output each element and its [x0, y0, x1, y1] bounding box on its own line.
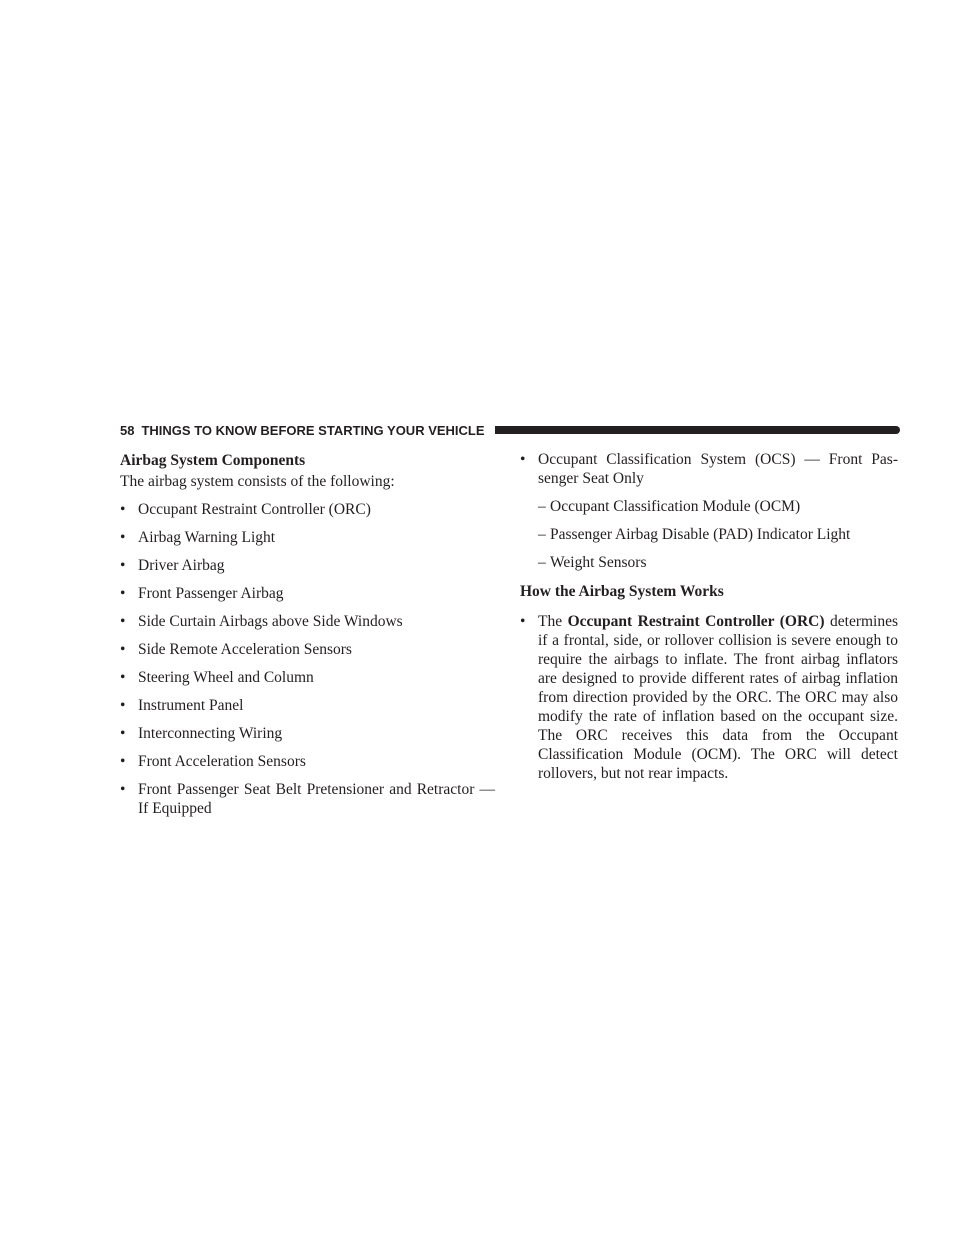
section-title: THINGS TO KNOW BEFORE STARTING YOUR VEHICLE [141, 422, 485, 438]
bullet-icon: • [120, 585, 126, 602]
bullet-icon: • [120, 529, 126, 546]
components-intro: The airbag system consists of the following: [120, 473, 395, 490]
list-item-works: • The Occupant Restraint Controller (ORC) determines if a frontal, side, or rollover collision is severe enough to require the airbags to inflate. The front airbag inflators are designed to provide different rates of airbag inflation from direction provided by the ORC. The ORC may also modify the rate of inflation based on the occupant size. The ORC receives this data from the Occupant Classification Module (OCM). The ORC will detect rollovers, but not rear impacts. [520, 613, 899, 782]
bullet-icon: • [120, 725, 126, 742]
page-header [120, 420, 900, 440]
right-column [520, 450, 898, 792]
list-item: • Side Remote Acceleration Sensors [120, 641, 352, 658]
bullet-icon: • [120, 557, 126, 574]
list-item: • Airbag Warning Light [120, 529, 276, 546]
list-item: • Front Acceleration Sensors [120, 753, 306, 770]
dash-icon: – [538, 526, 546, 543]
list-item: • Instrument Panel [120, 697, 244, 714]
sub-list-item: – Weight Sensors [538, 554, 647, 571]
bullet-icon: • [520, 613, 526, 630]
sub-list-item: – Occupant Classification Module (OCM) [538, 498, 801, 515]
list-item: • Front Passenger Seat Belt Pretensioner and Retractor — If Equipped [120, 781, 495, 817]
bullet-icon: • [520, 451, 526, 468]
list-item: • Side Curtain Airbags above Side Windows [120, 613, 403, 630]
page-number: 58 [120, 422, 135, 438]
bullet-icon: • [120, 669, 126, 686]
dash-icon: – [538, 498, 546, 515]
airbag-components-heading: Airbag System Components [120, 452, 306, 469]
sub-list-item: – Passenger Airbag Disable (PAD) Indicator Light [538, 526, 851, 543]
list-item-ocs: • Occupant Classification System (OCS) — Front Pas-senger Seat Only [520, 451, 898, 487]
bullet-icon: • [120, 781, 126, 798]
bullet-icon: • [120, 501, 126, 518]
header-rule [495, 426, 900, 434]
list-item: • Steering Wheel and Column [120, 669, 314, 686]
bullet-icon: • [120, 753, 126, 770]
list-item: • Interconnecting Wiring [120, 725, 283, 742]
bullet-icon: • [120, 697, 126, 714]
orc-bold-term: Occupant Restraint Controller (ORC) [567, 613, 825, 630]
dash-icon: – [538, 554, 546, 571]
list-item: • Driver Airbag [120, 557, 225, 574]
left-column [120, 450, 495, 827]
bullet-icon: • [120, 613, 126, 630]
how-airbag-works-heading: How the Airbag System Works [520, 583, 724, 600]
bullet-icon: • [120, 641, 126, 658]
list-item: • Front Passenger Airbag [120, 585, 284, 602]
list-item: • Occupant Restraint Controller (ORC) [120, 501, 371, 518]
